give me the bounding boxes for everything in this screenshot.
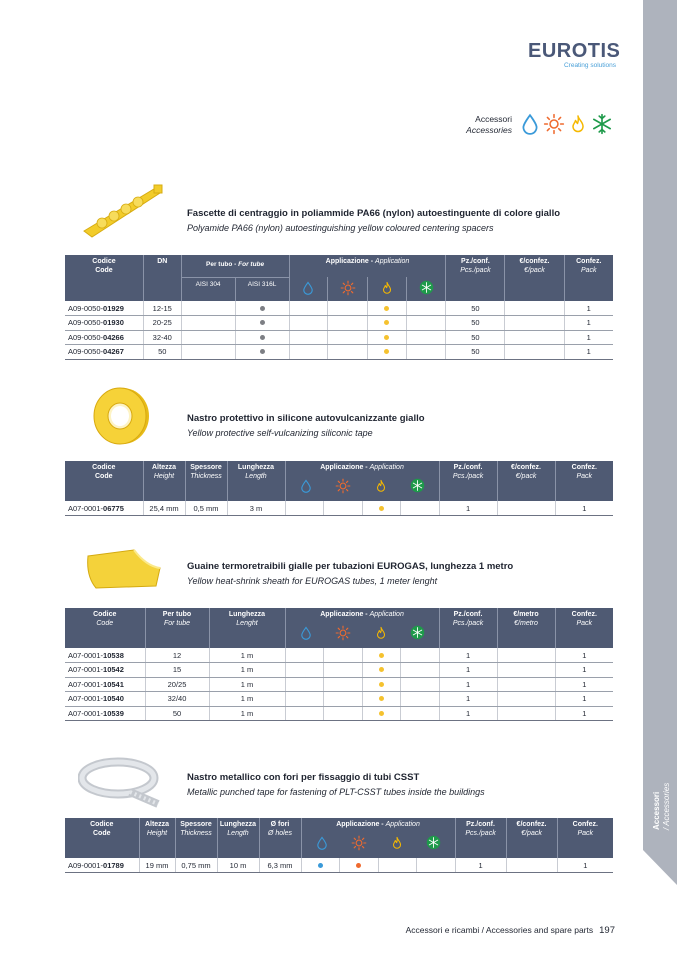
sun-icon [545,115,564,134]
row-code-suffix: 06775 [103,503,124,513]
gas-dot [379,711,384,716]
row-code-suffix: 10538 [103,650,124,660]
metal-tape-image [78,752,162,810]
snowflake-icon [410,478,425,493]
gas-dot [379,696,384,701]
row-dn: 32-40 [143,330,181,345]
water-drop-icon [523,115,536,134]
col-price: €/confez. [516,821,547,828]
heat-shrink-sheath-image [84,548,164,590]
page-footer [380,925,615,936]
water-drop-icon [315,835,329,851]
snowflake-icon [410,625,425,640]
row-pcs: 50 [446,316,505,331]
row-height: 19 mm [139,858,175,873]
col-code-en: Code [95,472,113,480]
row-thickness: 0,75 mm [175,858,217,873]
row-pipe: 15 [145,663,209,678]
col-pack-en: Pack [580,266,597,274]
row-pack: 1 [555,663,613,678]
gas-dot [379,682,384,687]
col-app-en: Application [369,611,404,618]
col-thickness-en: Thickness [190,472,222,480]
row-height: 25,4 mm [143,501,185,516]
table-row [65,301,613,316]
row-thickness: 0,5 mm [185,501,227,516]
section-title-it: Accessori [475,114,512,124]
col-pipe: Per tubo - [206,261,239,268]
product-4-table [65,818,613,873]
col-app: Applicazione - [336,821,386,828]
row-pcs: 50 [446,345,505,360]
row-length: 1 m [209,706,285,721]
col-code-en: Code [96,619,114,627]
col-length: Lunghezza [228,611,266,618]
row-pcs: 50 [446,330,505,345]
sun-icon [340,280,356,296]
sun-icon [335,625,351,641]
row-pipe: 50 [145,706,209,721]
centering-spacer-image [80,183,166,239]
brand-logo [528,40,621,70]
col-pipe-en: For tube [238,261,265,268]
col-pack-en: Pack [577,829,594,837]
row-pcs: 1 [439,501,497,516]
aisi316-dot [260,349,265,354]
row-holes: 6,3 mm [259,858,301,873]
row-pcs: 1 [455,858,506,873]
row-pcs: 50 [446,301,505,316]
snowflake-icon [426,835,441,850]
col-height: Altezza [151,464,177,471]
snowflake-icon [594,115,610,134]
col-length-en: Length [245,472,267,480]
flame-icon [374,625,388,641]
heating-dot [356,863,361,868]
sun-icon [335,478,351,494]
col-code-en: Code [95,266,113,274]
col-holes: Ø fori [270,821,290,828]
col-app: Applicazione - [320,611,370,618]
row-pipe: 20/25 [145,677,209,692]
gas-dot [379,506,384,511]
col-pcs-en: Pcs./pack [460,266,491,274]
col-length: Lunghezza [219,821,257,828]
gas-dot [384,349,389,354]
flame-icon [390,835,404,851]
row-code: A07-0001- [68,650,104,660]
col-aisi304: AISI 304 [195,280,221,288]
row-code-suffix: 10540 [103,694,124,704]
row-code-suffix: 10541 [103,679,124,689]
table-row [65,501,613,516]
row-length: 3 m [227,501,285,516]
col-pack-en: Pack [576,472,593,480]
row-dn: 12-15 [143,301,181,316]
brand-name: EUROTIS [528,40,621,62]
col-pcs: Pz./conf. [466,821,495,828]
col-price-en: €/pack [524,266,545,274]
row-pack: 1 [557,858,613,873]
col-app-en: Application [375,258,410,265]
row-pack: 1 [564,316,613,331]
col-pcs-en: Pcs./pack [465,829,496,837]
col-price: €/confez. [519,258,550,265]
aisi316-dot [260,320,265,325]
water-dot [318,863,323,868]
row-pack: 1 [555,706,613,721]
row-code: A09-0050- [68,347,104,357]
col-thickness: Spessore [190,464,222,471]
col-pcs: Pz./conf. [453,611,483,618]
brand-tagline: Creating solutions [563,62,616,69]
col-app-en: Application [369,464,404,471]
row-code: A07-0001- [68,694,104,704]
row-dn: 20-25 [143,316,181,331]
row-code: A09-0050- [68,332,104,342]
table-row [65,316,613,331]
col-length-en: Lenght [236,619,258,627]
gas-dot [379,667,384,672]
product-2-title: Nastro protettivo in silicone autovulcanizzante giallo [187,413,425,424]
row-code: A07-0001- [68,679,104,689]
col-pcs: Pz./conf. [453,464,483,471]
gas-dot [384,320,389,325]
row-pipe: 32/40 [145,692,209,707]
col-code: Codice [90,821,114,828]
snowflake-icon [419,280,434,295]
product-1-table [65,255,613,360]
col-code: Codice [93,611,117,618]
col-aisi316: AISI 316L [247,280,277,288]
row-length: 10 m [217,858,259,873]
product-2-subtitle: Yellow protective self-vulcanizing siliconic tape [187,428,373,438]
row-code-suffix: 04266 [103,332,124,342]
sun-icon [351,835,367,851]
col-pack: Confez. [576,258,602,265]
product-1-subtitle: Polyamide PA66 (nylon) autoestinguishing yellow coloured centering spacers [187,223,494,233]
col-price: €/confez. [511,464,541,471]
table-row [65,648,613,663]
table-row [65,858,613,873]
silicone-tape-image [90,385,152,447]
col-height-en: Height [146,829,168,837]
section-title-en: Accessories [466,125,512,135]
row-code: A09-0001- [68,860,104,870]
aisi316-dot [260,335,265,340]
row-code: A07-0001- [68,708,104,718]
row-code-suffix: 01930 [103,318,124,328]
row-length: 1 m [209,663,285,678]
table-row [65,330,613,345]
row-code: A07-0001- [68,503,104,513]
col-pack-en: Pack [576,619,593,627]
col-height: Altezza [144,821,170,828]
water-drop-icon [299,478,313,494]
row-code: A07-0001- [68,665,104,675]
row-pack: 1 [555,501,613,516]
col-pcs-en: Pcs./pack [452,619,484,627]
product-1-title: Fascette di centraggio in poliammide PA66 (nylon) autoestinguente di colore giallo [187,208,561,219]
row-length: 1 m [209,677,285,692]
gas-dot [384,306,389,311]
col-app-en: Application [385,821,420,828]
row-pack: 1 [564,301,613,316]
col-pack: Confez. [572,821,598,828]
col-thickness-en: Thickness [180,829,212,837]
row-code-suffix: 01789 [103,860,124,870]
product-3-subtitle: Yellow heat-shrink sheath for EUROGAS tubes, 1 meter lenght [187,576,438,586]
col-price-en: €/metro [514,619,538,627]
col-pack: Confez. [571,611,597,618]
col-price: €/metro [513,611,539,618]
row-pack: 1 [555,648,613,663]
col-pipe-en: For tube [163,619,191,627]
aisi316-dot [260,306,265,311]
col-code: Codice [92,464,116,471]
water-drop-icon [301,280,315,296]
row-pack: 1 [564,330,613,345]
table-row [65,663,613,678]
row-length: 1 m [209,692,285,707]
side-tab-label [648,760,672,832]
row-code-suffix: 10539 [103,708,124,718]
application-icons [519,112,614,136]
row-pcs: 1 [439,706,497,721]
col-height-en: Height [153,472,175,480]
row-code-suffix: 01929 [103,303,124,313]
row-pack: 1 [564,345,613,360]
col-app: Applicazione - [325,258,376,265]
row-pack: 1 [555,692,613,707]
gas-dot [379,653,384,658]
side-tab-en: / Accessories [662,782,671,830]
col-thickness: Spessore [180,821,212,828]
flame-icon [380,280,394,296]
col-dn: DN [157,258,168,265]
row-pcs: 1 [439,648,497,663]
flame-icon [573,116,583,132]
col-code-en: Code [93,829,111,837]
gas-dot [384,335,389,340]
row-dn: 50 [143,345,181,360]
col-pcs: Pz./conf. [461,258,490,265]
col-pack: Confez. [571,464,597,471]
product-4-title: Nastro metallico con fori per fissaggio di tubi CSST [187,772,420,783]
side-tab-it: Accessori [652,791,661,830]
row-pcs: 1 [439,677,497,692]
row-code: A09-0050- [68,303,104,313]
table-row [65,677,613,692]
col-pipe: Per tubo [162,611,192,618]
section-label [440,114,512,136]
col-code: Codice [92,258,116,265]
row-code-suffix: 04267 [103,347,124,357]
footer-text: Accessori e ricambi / Accessories and spare parts [405,925,594,935]
row-code: A09-0050- [68,318,104,328]
row-pack: 1 [555,677,613,692]
col-length: Lunghezza [237,464,275,471]
row-pcs: 1 [439,663,497,678]
row-pipe: 12 [145,648,209,663]
col-length-en: Length [227,829,249,837]
row-pcs: 1 [439,692,497,707]
product-3-table [65,608,613,721]
table-row [65,692,613,707]
col-price-en: €/pack [521,829,542,837]
col-pcs-en: Pcs./pack [452,472,484,480]
table-row [65,345,613,360]
row-length: 1 m [209,648,285,663]
col-holes-en: Ø holes [267,829,293,837]
row-code-suffix: 10542 [103,665,124,675]
table-row [65,706,613,721]
col-app: Applicazione - [320,464,370,471]
product-4-subtitle: Metallic punched tape for fastening of PLT-CSST tubes inside the buildings [187,787,485,797]
product-2-table [65,461,613,516]
water-drop-icon [299,625,313,641]
col-price-en: €/pack [515,472,537,480]
flame-icon [374,478,388,494]
page-number: 197 [599,925,615,936]
product-3-title: Guaine termoretraibili gialle per tubazioni EUROGAS, lunghezza 1 metro [187,561,514,572]
